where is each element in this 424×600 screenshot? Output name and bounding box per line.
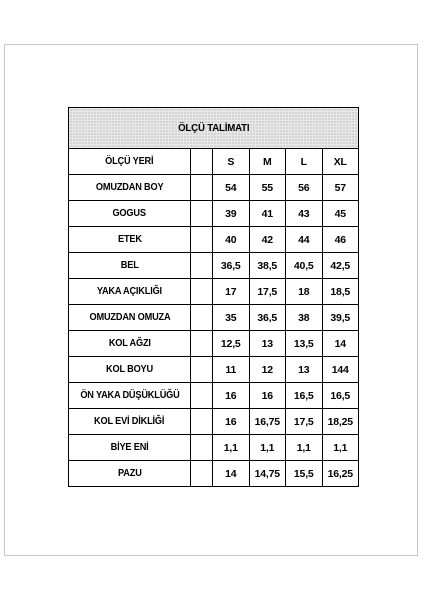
cell-size-s: 16 [213,409,250,435]
row-gap [191,461,213,487]
header-row [69,149,359,175]
row-label: YAKA AÇIKLIĞI [69,279,191,305]
size-chart-table [68,107,359,487]
table-row [69,435,359,461]
table-title: ÖLÇÜ TALİMATI [177,122,250,134]
table-row [69,305,359,331]
cell-size-xl: 39,5 [322,305,359,331]
cell-size-s: 11 [213,357,250,383]
header-size-s: S [213,149,250,175]
table-title-cell [69,108,359,149]
cell-size-xl: 45 [322,201,359,227]
cell-size-m: 36,5 [249,305,286,331]
row-label: OMUZDAN OMUZA [69,305,191,331]
cell-size-m: 1,1 [249,435,286,461]
table-row [69,227,359,253]
row-label: ETEK [69,227,191,253]
row-gap [191,331,213,357]
cell-size-s: 54 [213,175,250,201]
row-gap [191,175,213,201]
cell-size-xl: 46 [322,227,359,253]
row-gap [191,357,213,383]
cell-size-l: 18 [286,279,323,305]
row-label: BEL [69,253,191,279]
header-gap [191,149,213,175]
row-label: KOL EVİ DİKLİĞİ [69,409,191,435]
table-row [69,357,359,383]
cell-size-xl: 1,1 [322,435,359,461]
cell-size-m: 13 [249,331,286,357]
header-size-m: M [249,149,286,175]
cell-size-s: 17 [213,279,250,305]
row-label: ÖN YAKA DÜŞÜKLÜĞÜ [69,383,191,409]
row-label: PAZU [69,461,191,487]
table-row [69,201,359,227]
row-label: OMUZDAN BOY [69,175,191,201]
cell-size-xl: 16,5 [322,383,359,409]
table-row [69,409,359,435]
row-gap [191,253,213,279]
cell-size-xl: 144 [322,357,359,383]
cell-size-l: 16,5 [286,383,323,409]
table-row [69,461,359,487]
cell-size-l: 40,5 [286,253,323,279]
cell-size-xl: 18,5 [322,279,359,305]
cell-size-l: 43 [286,201,323,227]
cell-size-l: 15,5 [286,461,323,487]
row-gap [191,305,213,331]
header-size-l: L [286,149,323,175]
cell-size-l: 13,5 [286,331,323,357]
cell-size-m: 17,5 [249,279,286,305]
cell-size-l: 56 [286,175,323,201]
cell-size-s: 16 [213,383,250,409]
cell-size-s: 12,5 [213,331,250,357]
cell-size-xl: 14 [322,331,359,357]
cell-size-xl: 57 [322,175,359,201]
header-size-xl: XL [322,149,359,175]
table-row [69,331,359,357]
row-label: GOGUS [69,201,191,227]
cell-size-s: 35 [213,305,250,331]
row-gap [191,279,213,305]
row-gap [191,409,213,435]
cell-size-l: 44 [286,227,323,253]
cell-size-m: 12 [249,357,286,383]
cell-size-m: 42 [249,227,286,253]
table-row [69,175,359,201]
cell-size-s: 40 [213,227,250,253]
cell-size-m: 16 [249,383,286,409]
row-label: BİYE ENİ [69,435,191,461]
cell-size-l: 38 [286,305,323,331]
cell-size-m: 41 [249,201,286,227]
table-row [69,383,359,409]
cell-size-s: 14 [213,461,250,487]
row-gap [191,227,213,253]
cell-size-xl: 42,5 [322,253,359,279]
cell-size-m: 38,5 [249,253,286,279]
row-gap [191,201,213,227]
cell-size-m: 14,75 [249,461,286,487]
cell-size-l: 1,1 [286,435,323,461]
cell-size-m: 16,75 [249,409,286,435]
row-label: KOL AĞZI [69,331,191,357]
header-label: ÖLÇÜ YERİ [69,149,191,175]
cell-size-l: 17,5 [286,409,323,435]
cell-size-l: 13 [286,357,323,383]
cell-size-m: 55 [249,175,286,201]
table-row [69,279,359,305]
cell-size-s: 1,1 [213,435,250,461]
cell-size-s: 36,5 [213,253,250,279]
size-chart [68,107,358,485]
row-label: KOL BOYU [69,357,191,383]
cell-size-xl: 16,25 [322,461,359,487]
row-gap [191,435,213,461]
cell-size-s: 39 [213,201,250,227]
table-body [69,149,359,487]
cell-size-xl: 18,25 [322,409,359,435]
table-row [69,253,359,279]
row-gap [191,383,213,409]
